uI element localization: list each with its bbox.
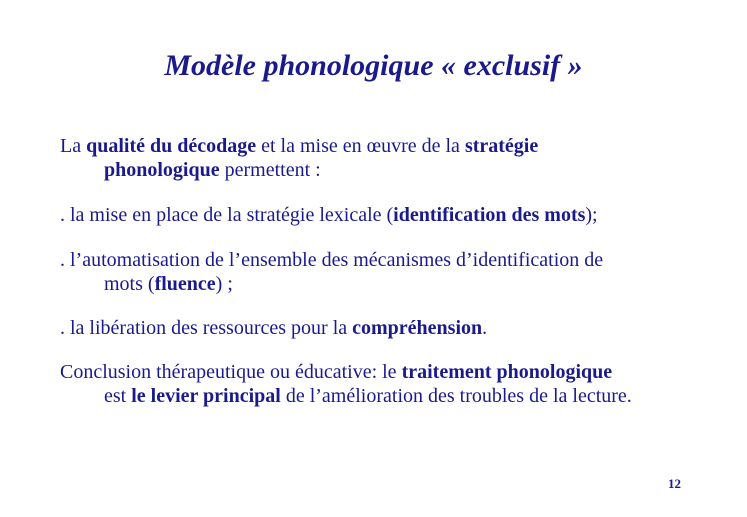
text-run: et la mise en œuvre de la (256, 135, 465, 157)
paragraph-conclusion (60, 360, 720, 408)
text-run: permettent : (219, 159, 321, 181)
paragraph-automation (60, 248, 720, 296)
paragraph-line-1 (60, 135, 538, 157)
bold-text-run: le levier principal (131, 385, 281, 407)
paragraph-line-1 (60, 361, 612, 383)
paragraph-line-2 (60, 384, 720, 408)
paragraph-line-1 (60, 204, 598, 226)
text-run: Conclusion thérapeutique ou éducative: le (60, 361, 402, 383)
paragraph-line-2 (60, 272, 720, 296)
bold-text-run: identification des mots (393, 204, 586, 226)
text-run: ); (585, 204, 598, 226)
text-run: ) ; (215, 273, 233, 295)
text-run: . l’automatisation de l’ensemble des mécanismes d’identification de (60, 249, 604, 271)
text-run: La (60, 135, 87, 157)
slide-title: Modèle phonologique « exclusif » (164, 49, 583, 82)
paragraph-line-1 (60, 249, 603, 271)
paragraph-decoding-quality (60, 134, 720, 182)
bold-text-run: phonologique (104, 159, 220, 181)
bold-text-run: qualité du décodage (86, 135, 257, 157)
text-run: de l’amélioration des troubles de la lecture. (280, 385, 632, 407)
text-run: . (482, 317, 488, 339)
paragraph-lexical-strategy (60, 203, 720, 227)
text-run: . la mise en place de la stratégie lexicale ( (60, 204, 394, 226)
paragraph-comprehension (60, 316, 720, 340)
bold-text-run: compréhension (352, 317, 483, 339)
page-number: 12 (668, 476, 681, 491)
text-run: est (104, 385, 132, 407)
bold-text-run: traitement phonologique (401, 361, 613, 383)
paragraph-line-1 (60, 317, 487, 339)
bold-text-run: fluence (154, 273, 216, 295)
text-run: . la libération des ressources pour la (60, 317, 353, 339)
text-run: mots ( (104, 273, 155, 295)
paragraph-line-2 (60, 158, 720, 182)
bold-text-run: stratégie (464, 135, 539, 157)
